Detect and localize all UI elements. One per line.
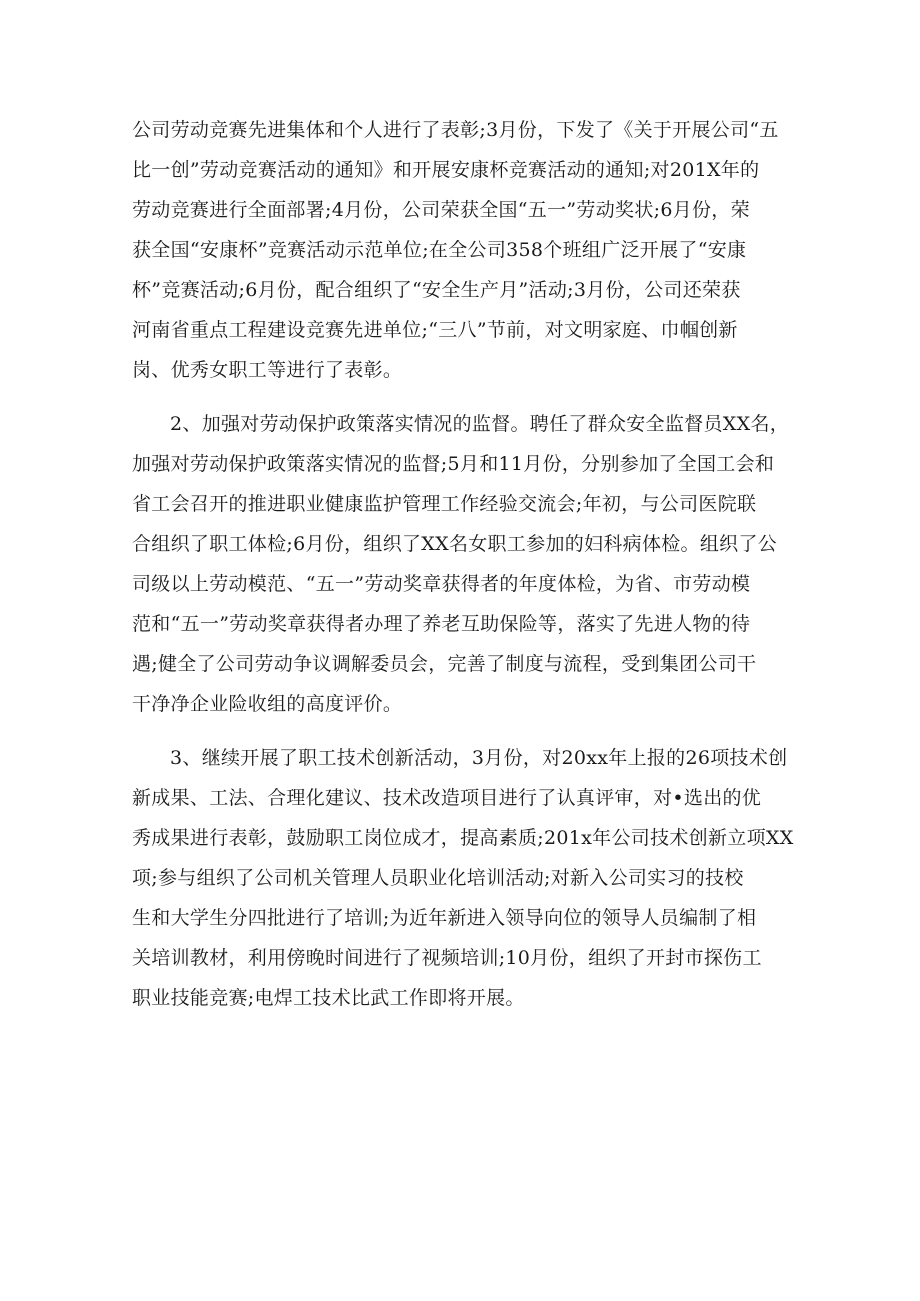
text-line: 2、加强对劳动保护政策落实情况的监督。聘任了群众安全监督员XX名， xyxy=(170,413,790,435)
text-line: 河南省重点工程建设竞赛先进单位;“三八”节前，对文明家庭、巾帼创新 xyxy=(132,319,738,341)
text-line: 遇;健全了公司劳动争议调解委员会，完善了制度与流程，受到集团公司干 xyxy=(132,653,757,675)
text-line: 项;参与组织了公司机关管理人员职业化培训活动;对新入公司实习的技校 xyxy=(132,867,744,889)
text-line: 杯”竞赛活动;6月份，配合组织了“安全生产月”活动;3月份，公司还荣获 xyxy=(132,279,741,301)
text-line: 秀成果进行表彰，鼓励职工岗位成才，提高素质;201x年公司技术创新立项XX xyxy=(132,827,794,849)
text-line: 获全国“安康杯”竞赛活动示范单位;在全公司358个班组广泛开展了“安康 xyxy=(132,239,747,261)
text-line: 加强对劳动保护政策落实情况的监督;5月和11月份，分别参加了全国工会和 xyxy=(132,453,775,475)
text-line: 劳动竞赛进行全面部署;4月份，公司荣获全国“五一”劳动奖状;6月份，荣 xyxy=(132,199,750,221)
text-line: 新成果、工法、合理化建议、技术改造项目进行了认真评审，对•选出的优 xyxy=(132,787,762,809)
text-line: 范和“五一”劳动奖章获得者办理了养老互助保险等，落实了先进人物的待 xyxy=(132,613,751,635)
paragraph-2 xyxy=(132,404,798,724)
text-line: 比一创”劳动竞赛活动的通知》和开展安康杯竞赛活动的通知;对201X年的 xyxy=(132,159,760,181)
text-line: 公司劳动竞赛先进集体和个人进行了表彰;3月份，下发了《关于开展公司“五 xyxy=(132,119,779,141)
text-line: 合组织了职工体检;6月份，组织了XX名女职工参加的妇科病体检。组织了公 xyxy=(132,533,778,555)
text-line: 岗、优秀女职工等进行了表彰。 xyxy=(132,359,403,381)
paragraph-1 xyxy=(132,110,798,390)
text-line: 3、继续开展了职工技术创新活动，3月份，对20xx年上报的26项技术创 xyxy=(170,747,788,769)
text-line: 干净净企业险收组的高度评价。 xyxy=(132,693,403,715)
text-line: 生和大学生分四批进行了培训;为近年新进入领导向位的领导人员编制了相 xyxy=(132,907,757,929)
document-body xyxy=(132,110,798,1032)
paragraph-3 xyxy=(132,738,798,1018)
text-line: 司级以上劳动模范、“五一”劳动奖章获得者的年度体检，为省、市劳动模 xyxy=(132,573,751,595)
text-line: 职业技能竞赛;电焊工技术比武工作即将开展。 xyxy=(132,987,525,1009)
text-line: 省工会召开的推进职业健康监护管理工作经验交流会;年初，与公司医院联 xyxy=(132,493,757,515)
text-line: 关培训教材，利用傍晚时间进行了视频培训;10月份，组织了开封市探伤工 xyxy=(132,947,762,969)
